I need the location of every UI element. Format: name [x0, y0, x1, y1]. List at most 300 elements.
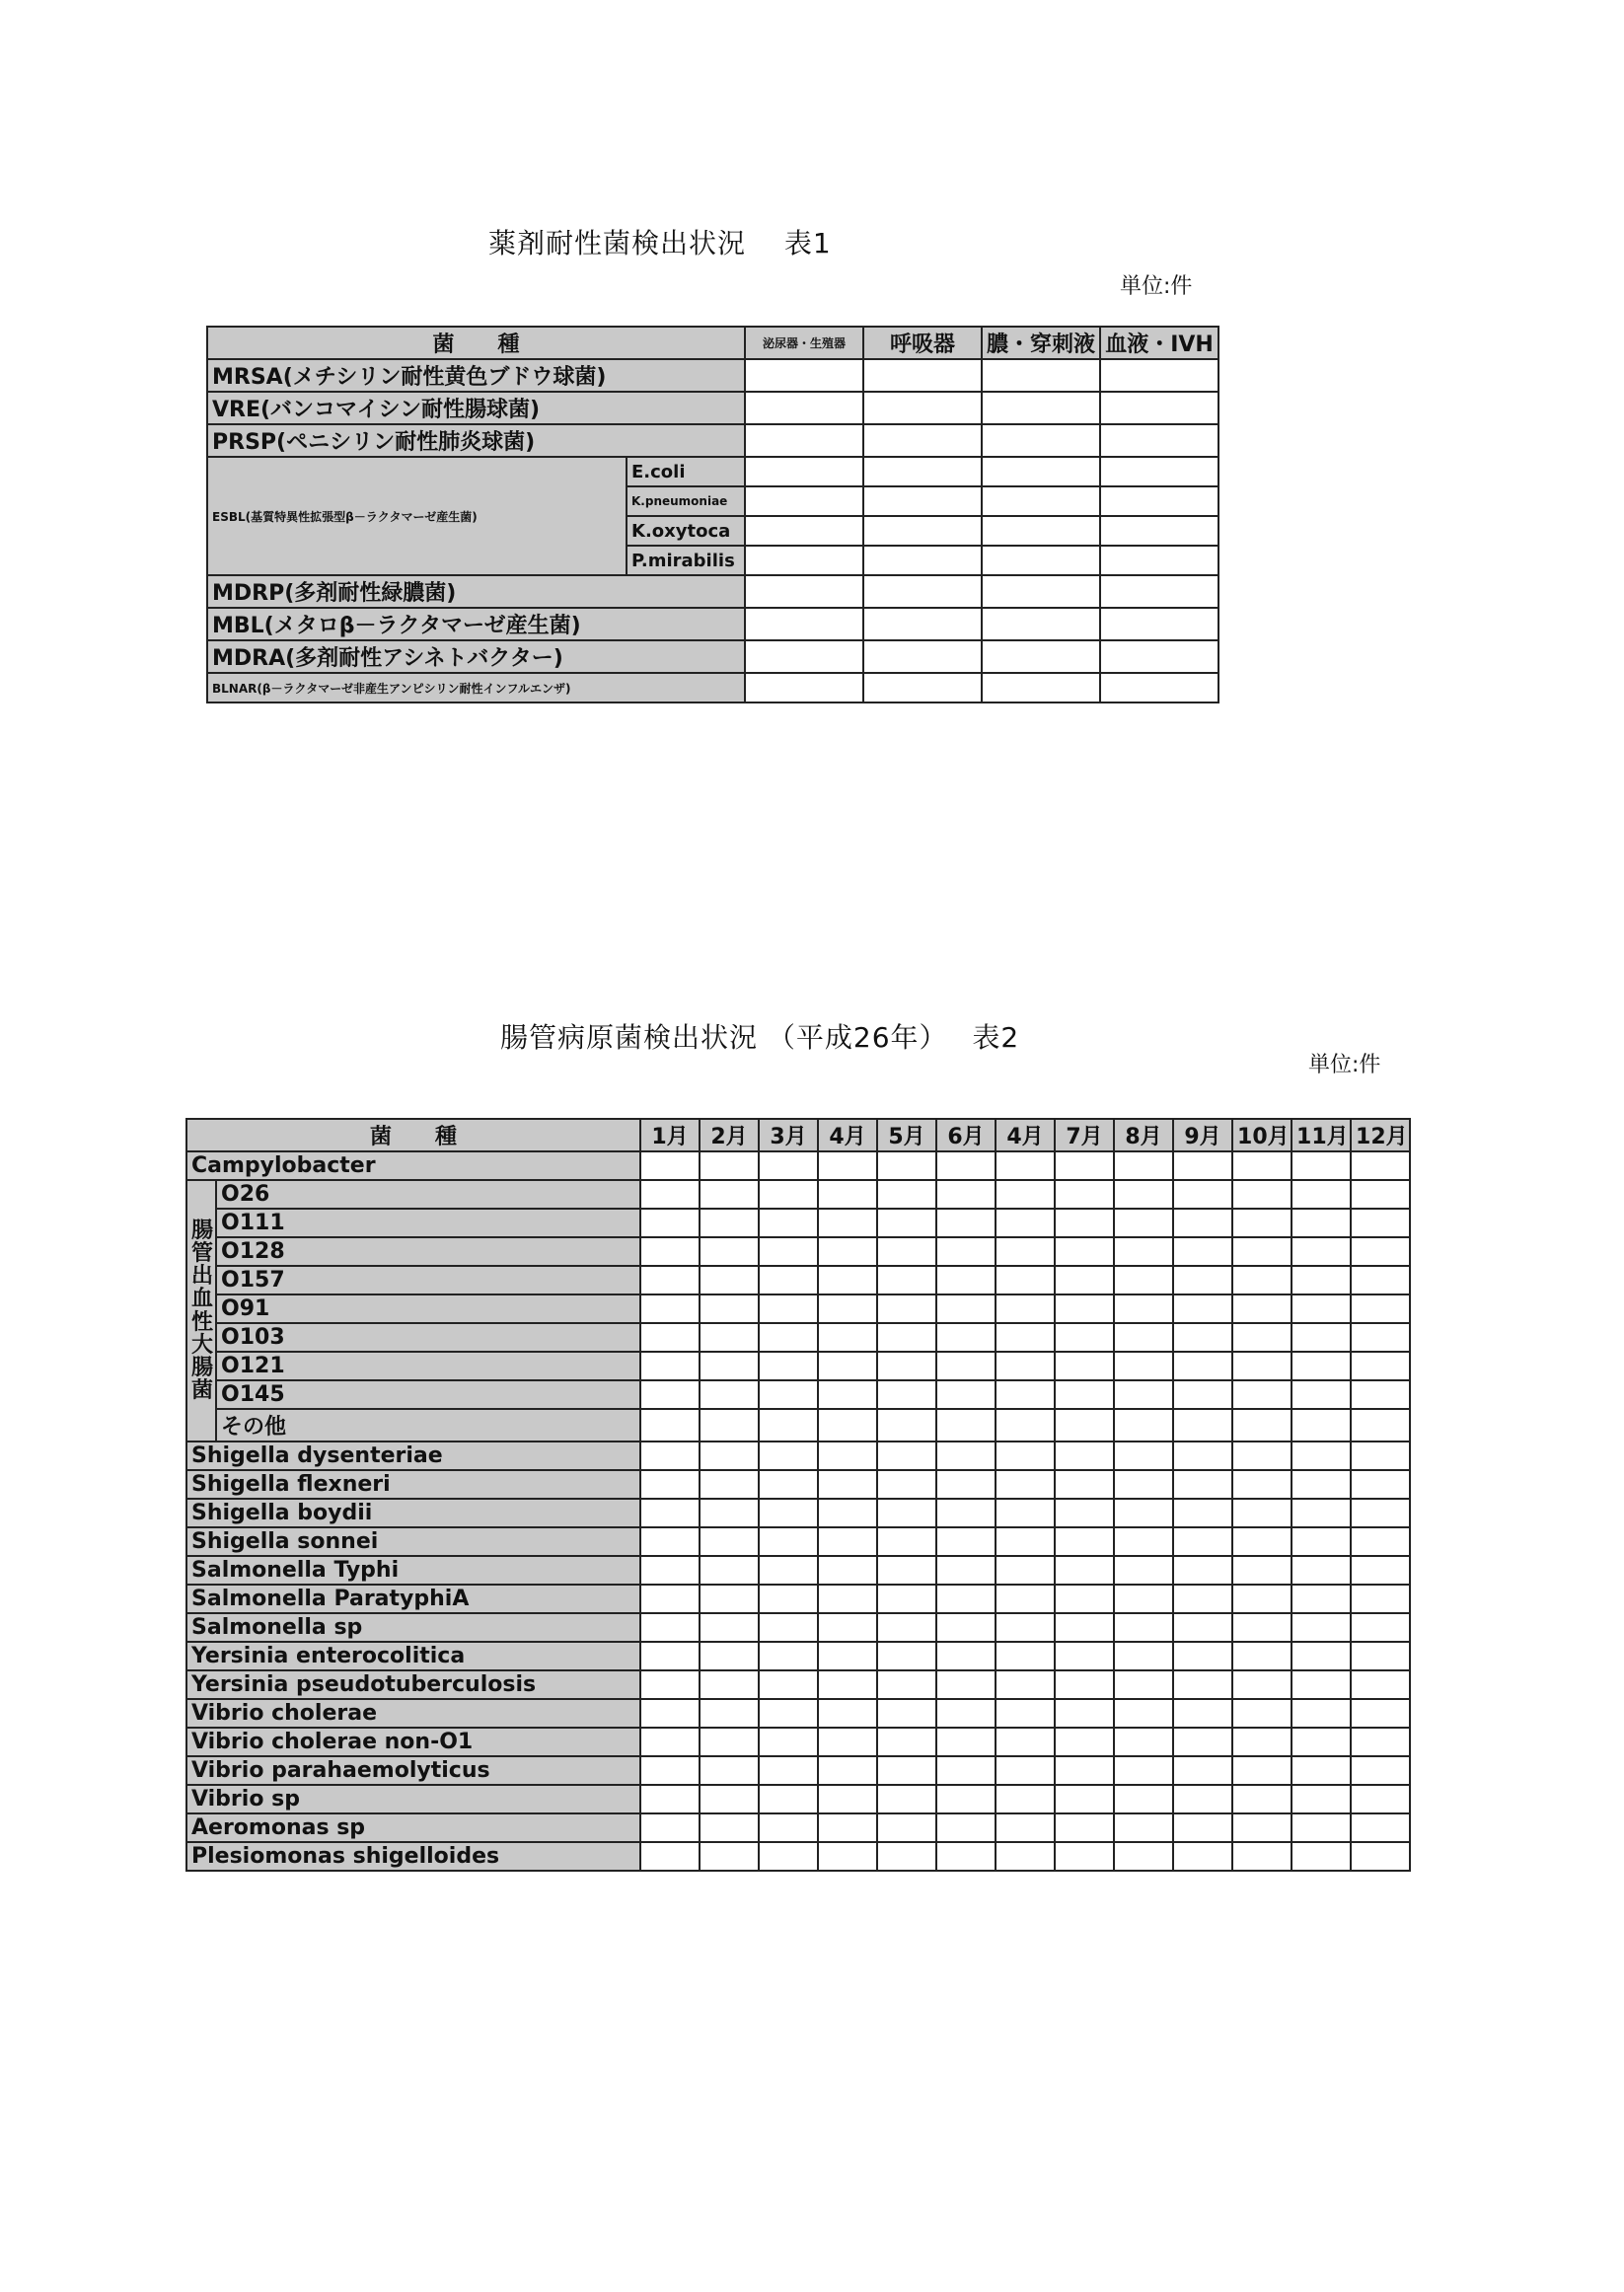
table1-column-header: 膿・穿刺液: [982, 327, 1100, 359]
data-cell: [996, 1613, 1055, 1642]
data-cell: [1292, 1151, 1351, 1180]
data-cell: [982, 486, 1100, 516]
table2-row: [186, 1670, 1410, 1699]
data-cell: [1232, 1180, 1292, 1209]
data-cell: [1173, 1670, 1232, 1699]
table2-row: [186, 1180, 1410, 1209]
data-cell: [1351, 1266, 1410, 1294]
table2-row: [186, 1556, 1410, 1585]
data-cell: [759, 1842, 818, 1871]
data-cell: [1055, 1380, 1114, 1409]
data-cell: [1351, 1409, 1410, 1442]
data-cell: [1292, 1585, 1351, 1613]
data-cell: [640, 1180, 700, 1209]
data-cell: [640, 1585, 700, 1613]
data-cell: [1173, 1380, 1232, 1409]
table2-row-label: Shigella sonnei: [186, 1527, 640, 1556]
data-cell: [1114, 1499, 1173, 1527]
table1-species-header: 菌 種: [207, 327, 745, 359]
data-cell: [745, 546, 863, 575]
data-cell: [1351, 1151, 1410, 1180]
table2-row: [186, 1470, 1410, 1499]
table2-row: [186, 1842, 1410, 1871]
data-cell: [936, 1728, 996, 1756]
data-cell: [1055, 1699, 1114, 1728]
data-cell: [818, 1237, 877, 1266]
data-cell: [700, 1785, 759, 1813]
table2-ehec-sub-label: O26: [216, 1180, 640, 1209]
table2-ehec-char: 大: [191, 1332, 214, 1358]
table1-esbl-sub-label: E.coli: [627, 457, 745, 486]
data-cell: [745, 516, 863, 546]
table2-row: [186, 1585, 1410, 1613]
data-cell: [1351, 1499, 1410, 1527]
data-cell: [1100, 359, 1218, 392]
table2-row: [186, 1294, 1410, 1323]
table2-row: [186, 1209, 1410, 1237]
data-cell: [640, 1323, 700, 1352]
data-cell: [936, 1613, 996, 1642]
data-cell: [1351, 1756, 1410, 1785]
table1-esbl-sub-label: K.pneumoniae: [627, 486, 745, 516]
data-cell: [700, 1527, 759, 1556]
data-cell: [818, 1642, 877, 1670]
data-cell: [863, 424, 982, 457]
data-cell: [1292, 1499, 1351, 1527]
table2-row-label: Vibrio cholerae non-O1: [186, 1728, 640, 1756]
data-cell: [759, 1151, 818, 1180]
table2-month-header: 6月: [936, 1119, 996, 1151]
data-cell: [640, 1699, 700, 1728]
data-cell: [640, 1756, 700, 1785]
data-cell: [1100, 457, 1218, 486]
data-cell: [745, 608, 863, 640]
data-cell: [700, 1670, 759, 1699]
data-cell: [1232, 1585, 1292, 1613]
data-cell: [700, 1409, 759, 1442]
data-cell: [1173, 1266, 1232, 1294]
data-cell: [759, 1813, 818, 1842]
table2-month-header: 4月: [818, 1119, 877, 1151]
data-cell: [936, 1294, 996, 1323]
data-cell: [1292, 1642, 1351, 1670]
data-cell: [982, 516, 1100, 546]
data-cell: [759, 1527, 818, 1556]
data-cell: [1232, 1323, 1292, 1352]
data-cell: [1100, 516, 1218, 546]
data-cell: [1173, 1642, 1232, 1670]
table1-header-row: [207, 327, 1218, 359]
data-cell: [1114, 1294, 1173, 1323]
data-cell: [745, 359, 863, 392]
table2-month-header: 7月: [1055, 1119, 1114, 1151]
table2-row: [186, 1237, 1410, 1266]
data-cell: [1173, 1527, 1232, 1556]
data-cell: [759, 1728, 818, 1756]
table1-row-label: PRSP(ペニシリン耐性肺炎球菌): [207, 424, 745, 457]
data-cell: [996, 1642, 1055, 1670]
data-cell: [877, 1527, 936, 1556]
data-cell: [818, 1785, 877, 1813]
data-cell: [996, 1294, 1055, 1323]
data-cell: [1292, 1209, 1351, 1237]
data-cell: [1351, 1642, 1410, 1670]
table1-row: [207, 457, 1218, 486]
data-cell: [982, 608, 1100, 640]
data-cell: [640, 1442, 700, 1470]
data-cell: [818, 1409, 877, 1442]
data-cell: [936, 1323, 996, 1352]
data-cell: [936, 1470, 996, 1499]
data-cell: [1351, 1585, 1410, 1613]
data-cell: [1173, 1613, 1232, 1642]
data-cell: [1055, 1294, 1114, 1323]
data-cell: [877, 1785, 936, 1813]
data-cell: [936, 1585, 996, 1613]
data-cell: [1114, 1352, 1173, 1380]
data-cell: [640, 1556, 700, 1585]
data-cell: [1232, 1470, 1292, 1499]
table2-row-label: Vibrio parahaemolyticus: [186, 1756, 640, 1785]
table2-month-header: 4月: [996, 1119, 1055, 1151]
table2-row-label: Yersinia enterocolitica: [186, 1642, 640, 1670]
data-cell: [1114, 1585, 1173, 1613]
table1-row: [207, 608, 1218, 640]
data-cell: [1173, 1209, 1232, 1237]
data-cell: [1232, 1670, 1292, 1699]
data-cell: [996, 1756, 1055, 1785]
data-cell: [1114, 1556, 1173, 1585]
data-cell: [1232, 1728, 1292, 1756]
table1-esbl-sub-label: K.oxytoca: [627, 516, 745, 546]
data-cell: [1232, 1527, 1292, 1556]
data-cell: [759, 1613, 818, 1642]
data-cell: [640, 1294, 700, 1323]
data-cell: [1173, 1785, 1232, 1813]
data-cell: [1100, 486, 1218, 516]
data-cell: [759, 1442, 818, 1470]
data-cell: [877, 1756, 936, 1785]
table1-row: [207, 575, 1218, 608]
data-cell: [1114, 1728, 1173, 1756]
table2-ehec-sub-label: O157: [216, 1266, 640, 1294]
table2-row-label: Vibrio cholerae: [186, 1699, 640, 1728]
data-cell: [759, 1266, 818, 1294]
data-cell: [745, 673, 863, 702]
data-cell: [1055, 1756, 1114, 1785]
data-cell: [818, 1756, 877, 1785]
data-cell: [640, 1813, 700, 1842]
data-cell: [700, 1642, 759, 1670]
data-cell: [1100, 546, 1218, 575]
data-cell: [863, 673, 982, 702]
data-cell: [759, 1670, 818, 1699]
data-cell: [996, 1442, 1055, 1470]
data-cell: [818, 1151, 877, 1180]
data-cell: [996, 1180, 1055, 1209]
data-cell: [745, 424, 863, 457]
table2-row-label: Shigella dysenteriae: [186, 1442, 640, 1470]
table2-row: [186, 1499, 1410, 1527]
data-cell: [1173, 1699, 1232, 1728]
data-cell: [877, 1813, 936, 1842]
data-cell: [818, 1585, 877, 1613]
data-cell: [759, 1756, 818, 1785]
data-cell: [1351, 1728, 1410, 1756]
data-cell: [1055, 1237, 1114, 1266]
table2-ehec-sub-label: O103: [216, 1323, 640, 1352]
data-cell: [640, 1642, 700, 1670]
data-cell: [996, 1585, 1055, 1613]
data-cell: [1173, 1556, 1232, 1585]
table2-ehec-char: 菌: [191, 1377, 214, 1403]
data-cell: [745, 640, 863, 673]
data-cell: [936, 1380, 996, 1409]
data-cell: [1055, 1785, 1114, 1813]
data-cell: [1055, 1670, 1114, 1699]
data-cell: [982, 673, 1100, 702]
data-cell: [818, 1209, 877, 1237]
data-cell: [877, 1442, 936, 1470]
table2-ehec-sub-label: O145: [216, 1380, 640, 1409]
data-cell: [818, 1842, 877, 1871]
data-cell: [745, 575, 863, 608]
data-cell: [1100, 608, 1218, 640]
data-cell: [1232, 1380, 1292, 1409]
table2-row-label: Salmonella ParatyphiA: [186, 1585, 640, 1613]
table1-column-header: 泌尿器・生殖器: [745, 327, 863, 359]
table2-species-header: 菌 種: [186, 1119, 640, 1151]
data-cell: [863, 457, 982, 486]
data-cell: [996, 1556, 1055, 1585]
data-cell: [1114, 1527, 1173, 1556]
data-cell: [640, 1785, 700, 1813]
data-cell: [863, 608, 982, 640]
table2: [185, 1118, 1411, 1872]
data-cell: [1292, 1409, 1351, 1442]
table2-month-header: 1月: [640, 1119, 700, 1151]
table2-row: [186, 1756, 1410, 1785]
data-cell: [1351, 1613, 1410, 1642]
data-cell: [1114, 1756, 1173, 1785]
data-cell: [1114, 1813, 1173, 1842]
data-cell: [700, 1470, 759, 1499]
table2-ehec-char: 腸: [191, 1219, 214, 1244]
data-cell: [700, 1728, 759, 1756]
data-cell: [1292, 1470, 1351, 1499]
data-cell: [640, 1409, 700, 1442]
data-cell: [640, 1209, 700, 1237]
data-cell: [759, 1409, 818, 1442]
data-cell: [996, 1785, 1055, 1813]
table1-row-label: MDRP(多剤耐性緑膿菌): [207, 575, 745, 608]
data-cell: [1351, 1785, 1410, 1813]
data-cell: [818, 1728, 877, 1756]
data-cell: [700, 1352, 759, 1380]
table2-row: [186, 1527, 1410, 1556]
data-cell: [1055, 1499, 1114, 1527]
table2-ehec-char: 出: [191, 1264, 214, 1290]
data-cell: [1351, 1527, 1410, 1556]
data-cell: [1292, 1527, 1351, 1556]
data-cell: [936, 1756, 996, 1785]
data-cell: [996, 1499, 1055, 1527]
data-cell: [700, 1266, 759, 1294]
data-cell: [700, 1613, 759, 1642]
table2-row: [186, 1266, 1410, 1294]
table2-row: [186, 1699, 1410, 1728]
data-cell: [877, 1352, 936, 1380]
data-cell: [982, 640, 1100, 673]
table2-month-header: 10月: [1232, 1119, 1292, 1151]
data-cell: [1232, 1699, 1292, 1728]
data-cell: [1114, 1237, 1173, 1266]
data-cell: [996, 1151, 1055, 1180]
table2-row-label: Campylobacter: [186, 1151, 640, 1180]
data-cell: [1114, 1470, 1173, 1499]
data-cell: [936, 1266, 996, 1294]
data-cell: [936, 1527, 996, 1556]
table1-row-label: VRE(バンコマイシン耐性腸球菌): [207, 392, 745, 424]
table2-ehec-char: 血: [191, 1287, 214, 1312]
data-cell: [640, 1380, 700, 1409]
data-cell: [996, 1470, 1055, 1499]
data-cell: [936, 1237, 996, 1266]
data-cell: [640, 1151, 700, 1180]
data-cell: [1351, 1294, 1410, 1323]
data-cell: [700, 1151, 759, 1180]
data-cell: [877, 1585, 936, 1613]
data-cell: [936, 1670, 996, 1699]
data-cell: [818, 1180, 877, 1209]
table2-month-header: 9月: [1173, 1119, 1232, 1151]
data-cell: [1173, 1442, 1232, 1470]
data-cell: [759, 1499, 818, 1527]
table2-ehec-sub-label: O111: [216, 1209, 640, 1237]
data-cell: [759, 1380, 818, 1409]
data-cell: [818, 1499, 877, 1527]
data-cell: [1114, 1842, 1173, 1871]
table2-ehec-sub-label: O121: [216, 1352, 640, 1380]
data-cell: [1114, 1266, 1173, 1294]
data-cell: [818, 1266, 877, 1294]
data-cell: [1100, 673, 1218, 702]
data-cell: [640, 1613, 700, 1642]
data-cell: [700, 1237, 759, 1266]
table1-title: 薬剤耐性菌検出状況 表1: [488, 227, 832, 259]
data-cell: [1232, 1499, 1292, 1527]
table2-row: [186, 1409, 1410, 1442]
table1-unit: 単位:件: [1120, 274, 1193, 299]
data-cell: [640, 1266, 700, 1294]
data-cell: [1232, 1266, 1292, 1294]
data-cell: [936, 1556, 996, 1585]
data-cell: [1055, 1470, 1114, 1499]
data-cell: [1292, 1728, 1351, 1756]
data-cell: [1173, 1813, 1232, 1842]
data-cell: [1055, 1527, 1114, 1556]
table2-row-label: Shigella boydii: [186, 1499, 640, 1527]
data-cell: [745, 392, 863, 424]
data-cell: [1232, 1813, 1292, 1842]
data-cell: [996, 1728, 1055, 1756]
data-cell: [863, 392, 982, 424]
data-cell: [1114, 1323, 1173, 1352]
data-cell: [996, 1266, 1055, 1294]
data-cell: [996, 1813, 1055, 1842]
table2-month-header: 11月: [1292, 1119, 1351, 1151]
data-cell: [982, 392, 1100, 424]
data-cell: [1292, 1380, 1351, 1409]
data-cell: [1232, 1352, 1292, 1380]
data-cell: [745, 486, 863, 516]
data-cell: [700, 1323, 759, 1352]
data-cell: [936, 1352, 996, 1380]
data-cell: [1055, 1613, 1114, 1642]
table2-row: [186, 1352, 1410, 1380]
data-cell: [936, 1499, 996, 1527]
data-cell: [936, 1785, 996, 1813]
table1-row-label: MBL(メタロβ－ラクタマーゼ産生菌): [207, 608, 745, 640]
data-cell: [1351, 1842, 1410, 1871]
table2-month-header: 8月: [1114, 1119, 1173, 1151]
data-cell: [1055, 1151, 1114, 1180]
data-cell: [996, 1842, 1055, 1871]
data-cell: [1055, 1442, 1114, 1470]
table1-row-label: MRSA(メチシリン耐性黄色ブドウ球菌): [207, 359, 745, 392]
table2-row-label: Aeromonas sp: [186, 1813, 640, 1842]
data-cell: [1292, 1323, 1351, 1352]
data-cell: [936, 1180, 996, 1209]
data-cell: [818, 1442, 877, 1470]
table2-row: [186, 1728, 1410, 1756]
data-cell: [1351, 1380, 1410, 1409]
data-cell: [700, 1180, 759, 1209]
data-cell: [1173, 1756, 1232, 1785]
data-cell: [1292, 1266, 1351, 1294]
table2-ehec-sub-label: O91: [216, 1294, 640, 1323]
data-cell: [1232, 1442, 1292, 1470]
data-cell: [1173, 1323, 1232, 1352]
table2-row-label: Vibrio sp: [186, 1785, 640, 1813]
data-cell: [982, 575, 1100, 608]
data-cell: [1114, 1409, 1173, 1442]
data-cell: [700, 1585, 759, 1613]
data-cell: [1292, 1842, 1351, 1871]
data-cell: [996, 1237, 1055, 1266]
data-cell: [759, 1642, 818, 1670]
table2-row: [186, 1642, 1410, 1670]
table2-row: [186, 1380, 1410, 1409]
data-cell: [1232, 1151, 1292, 1180]
data-cell: [640, 1499, 700, 1527]
data-cell: [640, 1352, 700, 1380]
data-cell: [877, 1699, 936, 1728]
data-cell: [759, 1209, 818, 1237]
table2-month-header: 2月: [700, 1119, 759, 1151]
data-cell: [1351, 1556, 1410, 1585]
data-cell: [936, 1151, 996, 1180]
table1-esbl-sub-label: P.mirabilis: [627, 546, 745, 575]
data-cell: [1351, 1237, 1410, 1266]
table2-row-label: Plesiomonas shigelloides: [186, 1842, 640, 1871]
data-cell: [759, 1323, 818, 1352]
data-cell: [1292, 1294, 1351, 1323]
data-cell: [877, 1209, 936, 1237]
data-cell: [1232, 1613, 1292, 1642]
data-cell: [818, 1670, 877, 1699]
data-cell: [982, 457, 1100, 486]
